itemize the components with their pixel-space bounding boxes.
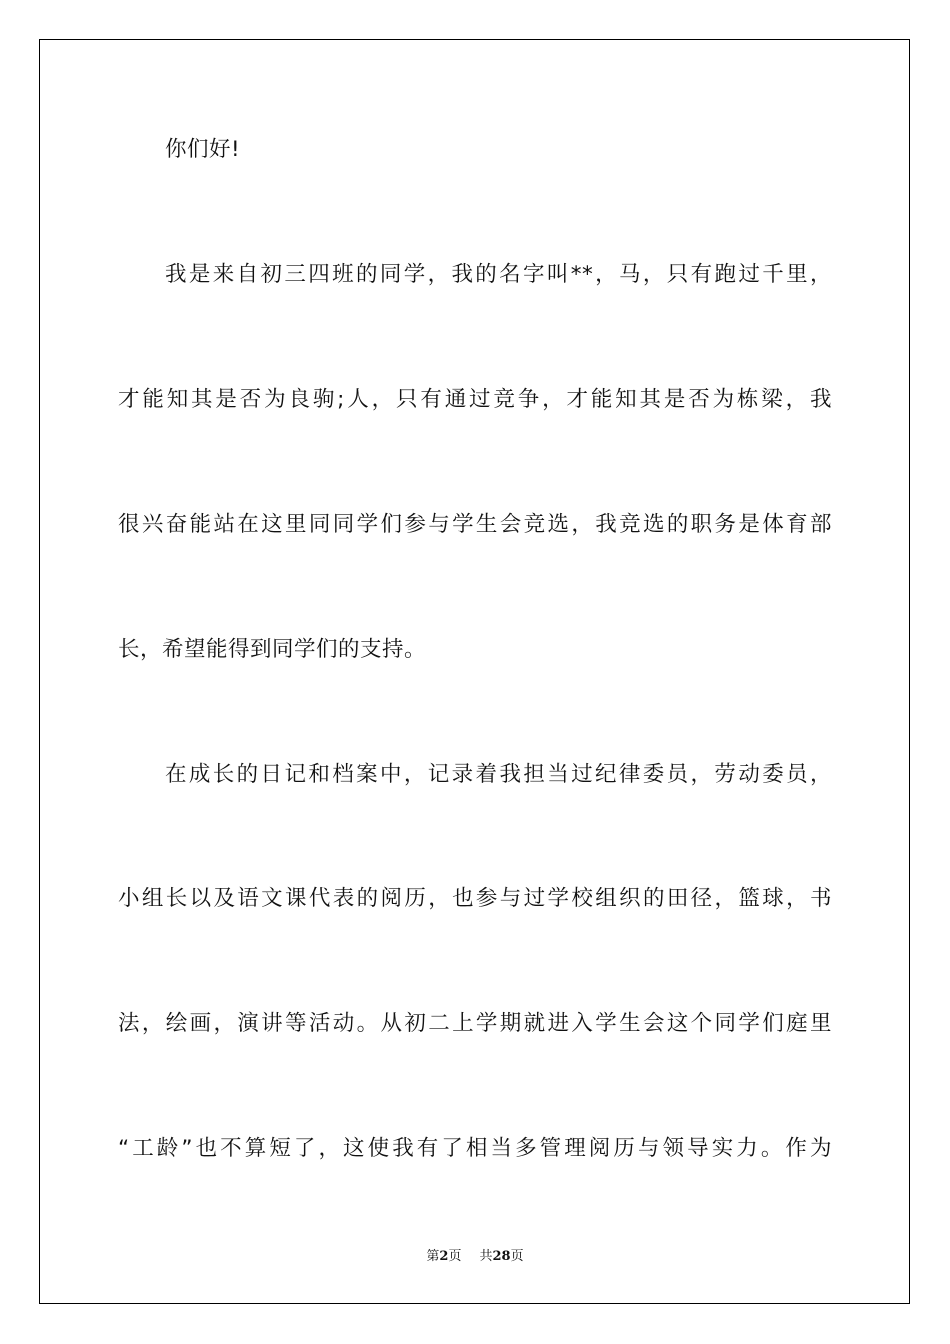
footer-page-number: 2: [439, 1249, 449, 1264]
paragraph-line: “工龄”也不算短了，这使我有了相当多管理阅历与领导实力。作为: [118, 1136, 832, 1161]
paragraph-line: 你们好!: [165, 137, 241, 162]
footer-total-prefix: 共: [479, 1249, 493, 1264]
footer-total-number: 28: [492, 1249, 511, 1264]
paragraph-line: 我是来自初三四班的同学，我的名字叫**，马，只有跑过千里，: [165, 262, 832, 287]
footer-page-suffix: 页: [448, 1249, 462, 1264]
paragraph-line: 法，绘画，演讲等活动。从初二上学期就进入学生会这个同学们庭里: [118, 1011, 832, 1036]
paragraph-line: 在成长的日记和档案中，记录着我担当过纪律委员，劳动委员，: [165, 762, 832, 787]
paragraph-line: 小组长以及语文课代表的阅历，也参与过学校组织的田径，篮球，书: [118, 886, 832, 911]
paragraph-line: 长，希望能得到同学们的支持。: [118, 637, 427, 662]
page-border: [39, 39, 910, 1304]
paragraph-line: 很兴奋能站在这里同同学们参与学生会竞选，我竞选的职务是体育部: [118, 512, 832, 537]
page-footer: [0, 1247, 950, 1267]
footer-total-suffix: 页: [510, 1249, 524, 1264]
paragraph-line: 才能知其是否为良驹;人，只有通过竞争，才能知其是否为栋梁，我: [118, 387, 832, 412]
footer-page-prefix: 第: [426, 1249, 440, 1264]
